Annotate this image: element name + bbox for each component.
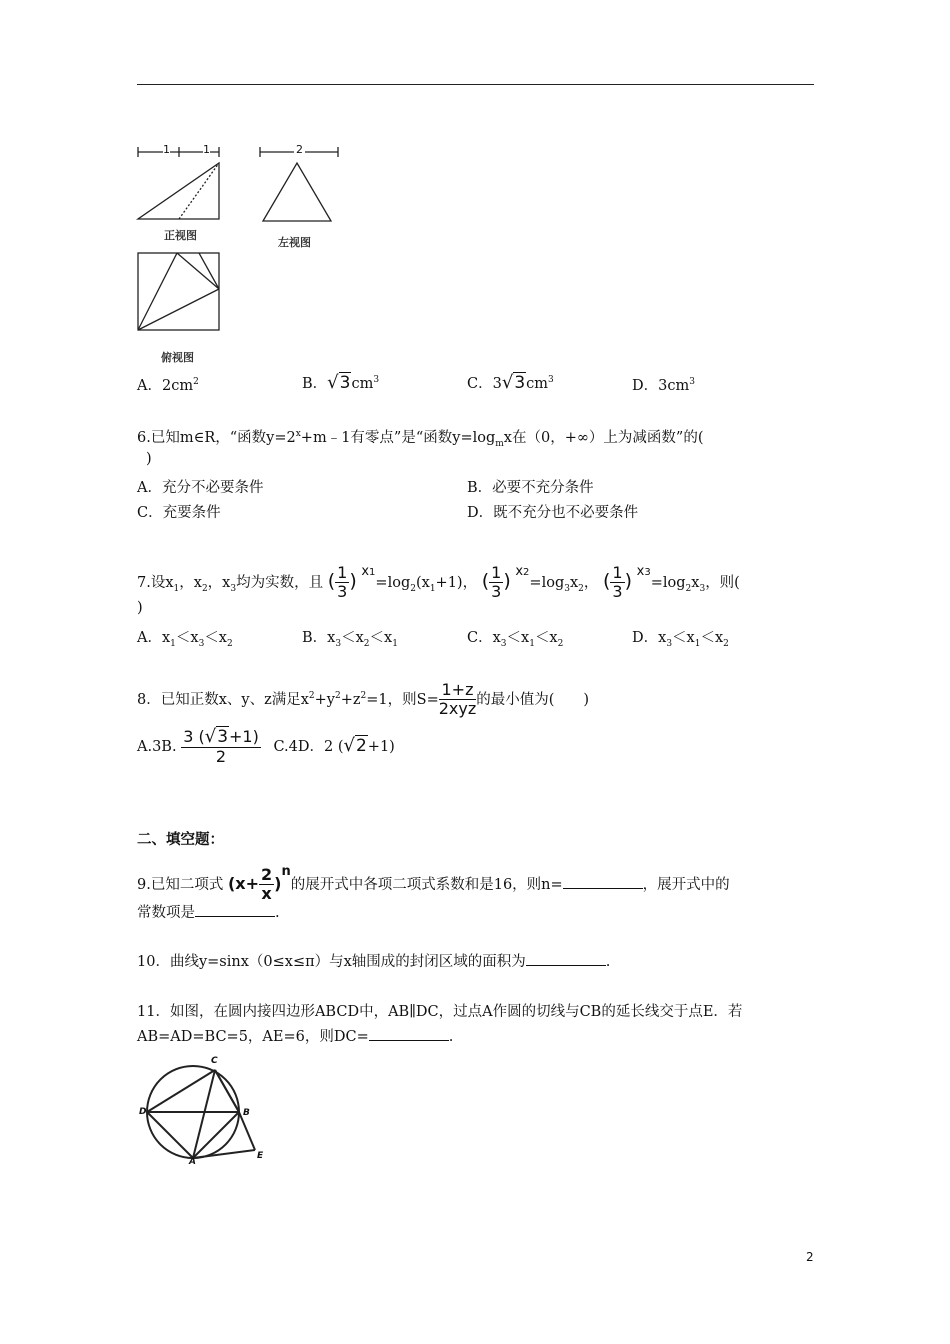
front-dim-b: 1	[203, 143, 210, 156]
q8-option-b-value: $\frac{3 (√3+1)}{2}$	[183, 726, 259, 767]
q6-option-a[interactable]: A．充分不必要条件	[137, 480, 264, 496]
header-rule	[137, 84, 814, 85]
q7-option-a[interactable]: A．$x_1<x_3<x_2$	[137, 630, 233, 649]
q5-option-a[interactable]: A．$2cm^2$	[137, 377, 199, 394]
q8-option-cd[interactable]: C.4D．2 (√2+1)	[273, 735, 395, 756]
q6-option-c[interactable]: C．充要条件	[137, 505, 221, 521]
q6-stem: 6.已知m∈R，“函数$y=2^x+m﹣1$有零点”是“函数$y=\log_mx$在（0，+∞）上为减函数”的(	[137, 429, 704, 449]
q8-option-ab[interactable]: A.3B.	[137, 739, 177, 755]
section-heading: 二、填空题：	[137, 831, 224, 848]
q9-blank-n[interactable]	[563, 874, 643, 889]
q11-blank[interactable]	[369, 1026, 449, 1041]
q7-option-d[interactable]: D．$x_3<x_1<x_2$	[632, 630, 729, 649]
q6-option-b[interactable]: B．必要不充分条件	[467, 480, 594, 496]
q7-option-c[interactable]: C．$x_3<x_1<x_2$	[467, 630, 564, 649]
front-dim-a: 1	[163, 143, 170, 156]
q5-option-d[interactable]: D．$3cm^3$	[632, 377, 695, 394]
q9-blank-constant[interactable]	[195, 902, 275, 917]
q8-stem: 8．已知正数x、y、z满足$x^2+y^2+z^2=1$，则S= $\frac{1+z}{\text{2xyz}}$ 的最小值为( )	[137, 680, 590, 718]
q9-line2: 常数项是 .	[137, 901, 280, 922]
q11-label-d: D	[139, 1107, 147, 1117]
q11-line1: 11．如图，在圆内接四边形ABCD中，AB∥DC，过点A作圆的切线与CB的延长线交于点E．若	[137, 1004, 743, 1020]
q10-stem: 10．曲线y=sinx（0≤x≤π）与x轴围成的封闭区域的面积为 .	[137, 950, 610, 971]
q11-circle-figure	[135, 1052, 275, 1164]
q6-option-d[interactable]: D．既不充分也不必要条件	[467, 505, 639, 521]
side-dim: 2	[296, 143, 303, 156]
q8-options	[137, 726, 395, 767]
three-view-figure	[135, 143, 355, 373]
top-view-caption: 俯视图	[161, 351, 194, 364]
front-view-caption: 正视图	[164, 229, 197, 242]
q7-stem-close: )	[137, 600, 143, 616]
side-view-caption: 左视图	[278, 236, 311, 249]
q11-line2: AB=AD=BC=5，AE=6，则DC= .	[137, 1025, 453, 1046]
q7-option-b[interactable]: B．$x_3<x_2<x_1$	[302, 630, 398, 649]
q5-option-b[interactable]: B．$√3cm^3$	[302, 372, 380, 393]
q7-stem: 7.设$x_1$，$x_2$，$x_3$均为实数，且 ( $\frac{1}{3}$ ) $x1=\log_2(x_1+1)$， ( $\frac{1}{3}$ ) $x2=\log_3x_2$， ( $\frac{1}{3}$ ) $x3=\log_2x_3$，则(	[137, 563, 740, 602]
q6-stem-close: )	[146, 451, 152, 467]
q11-label-e: E	[257, 1151, 264, 1161]
q11-label-c: C	[211, 1056, 218, 1066]
q10-blank[interactable]	[526, 951, 606, 966]
q11-label-b: B	[243, 1108, 250, 1118]
q9-stem: 9.已知二项式 (x+ $\frac{2}{x}$ )n的展开式中各项二项式系数和是16，则n= ，展开式中的	[137, 864, 730, 904]
q5-option-c[interactable]: C．$3√3cm^3$	[467, 372, 554, 393]
q11-label-a: A	[189, 1157, 196, 1167]
page-number: 2	[806, 1250, 814, 1264]
